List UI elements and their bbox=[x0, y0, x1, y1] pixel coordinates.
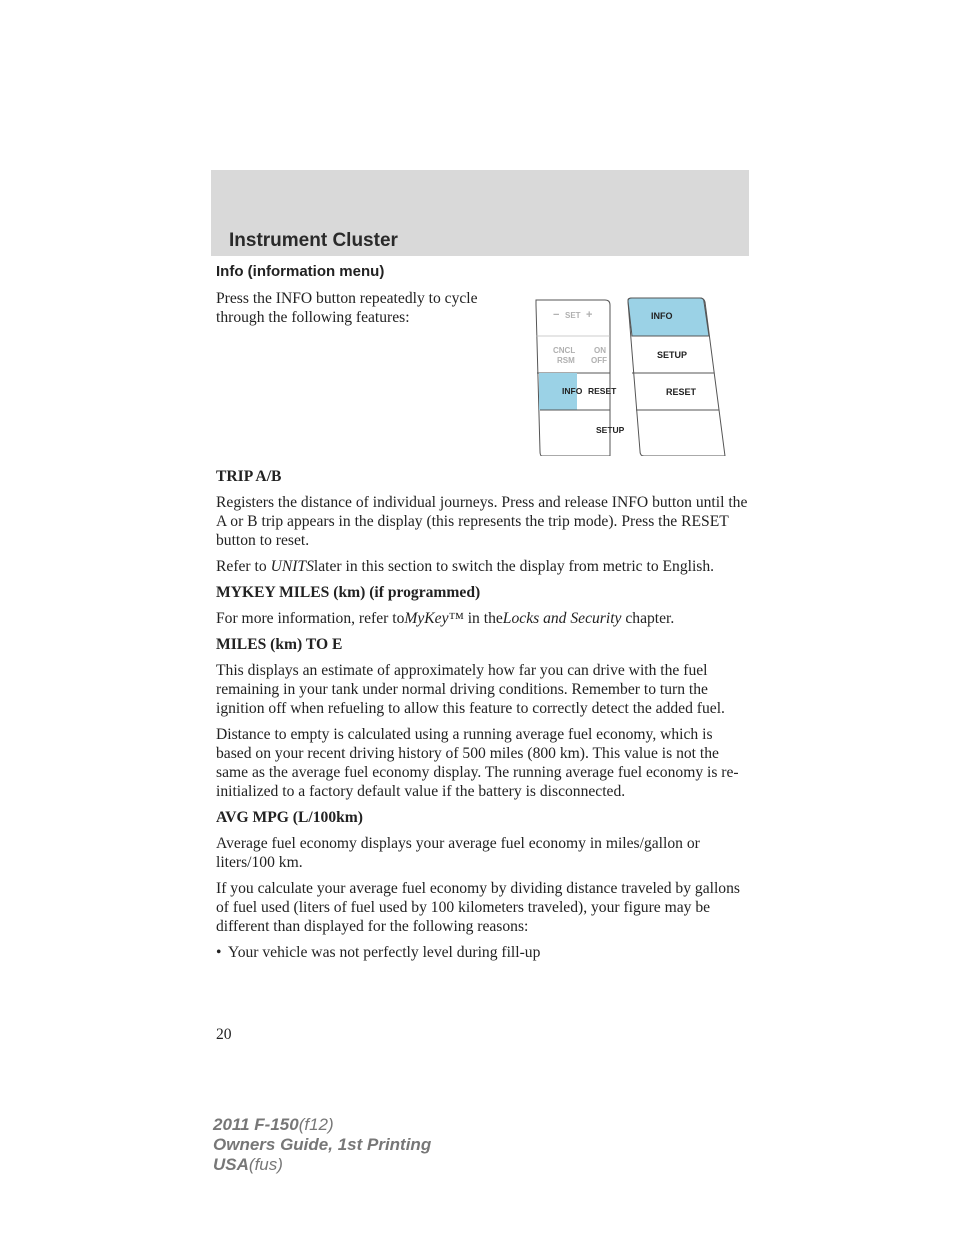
footer-line-3: USA(fus) bbox=[213, 1155, 283, 1174]
dte-text-1: This displays an estimate of approximately how far you can drive with the fuel remaining in your tank under normal driving conditions. Remember to turn the ignition off when refueling to allow this feature to correctly detect the added fuel. bbox=[216, 662, 725, 717]
avg-text-1: Average fuel economy displays your average fuel economy in miles/gallon or liters/100 km. bbox=[216, 835, 700, 871]
footer-line-1: 2011 F-150(f12) bbox=[213, 1115, 334, 1134]
right-reset-label: RESET bbox=[666, 387, 697, 397]
units-ref: UNITS bbox=[270, 558, 314, 575]
section-title: Instrument Cluster bbox=[229, 230, 398, 251]
mykey-text: For more information, refer toMyKey™ in theLocks and Security chapter. bbox=[216, 610, 675, 627]
print-footer bbox=[213, 1115, 431, 1175]
trip-text: Registers the distance of individual journeys. Press and release INFO button until the A or B trip appears in the display (this represents the trip mode). Press the RESET button to reset. bbox=[216, 494, 748, 549]
section-header-band bbox=[211, 170, 749, 256]
avg-heading: AVG MPG (L/100km) bbox=[216, 809, 363, 826]
trip-heading: TRIP A/B bbox=[216, 468, 282, 485]
dte-text-2: Distance to empty is calculated using a running average fuel economy, which is based on your recent driving history of 500 miles (800 km). This value is not the same as the average fuel economy display. The running average fuel economy is re-initialized to a factory default value if the battery is disconnected. bbox=[216, 726, 739, 800]
footer-line-2: Owners Guide, 1st Printing bbox=[213, 1135, 432, 1154]
right-info-label: INFO bbox=[651, 311, 673, 321]
set-plus-label: + bbox=[586, 309, 593, 321]
off-label: OFF bbox=[591, 356, 607, 365]
locks-security-ref: Locks and Security bbox=[502, 610, 622, 627]
left-setup-label: SETUP bbox=[596, 425, 625, 435]
intro-heading: Info (information menu) bbox=[216, 263, 385, 280]
left-reset-label: RESET bbox=[588, 386, 617, 396]
right-button-panel bbox=[628, 298, 725, 456]
dte-heading: MILES (km) TO E bbox=[216, 636, 343, 653]
page-number: 20 bbox=[216, 1026, 232, 1043]
mykey-ref: MyKey™ bbox=[404, 610, 464, 627]
rsm-label: RSM bbox=[557, 356, 575, 365]
set-label: SET bbox=[565, 311, 581, 320]
trip-refer: Refer to UNITSlater in this section to switch the display from metric to English. bbox=[216, 558, 715, 575]
left-info-label: INFO bbox=[562, 386, 583, 396]
bullet-dot: • bbox=[216, 944, 222, 961]
mykey-heading: MYKEY MILES (km) (if programmed) bbox=[216, 584, 481, 601]
avg-text-2: If you calculate your average fuel economy by dividing distance traveled by gallons of fuel used (liters of fuel used by 100 kilometers traveled), your figure may be different than displayed for the following reasons: bbox=[216, 880, 740, 935]
cncl-label: CNCL bbox=[553, 346, 576, 355]
right-setup-label: SETUP bbox=[657, 350, 688, 360]
steering-wheel-buttons-figure bbox=[532, 296, 737, 456]
left-button-panel bbox=[536, 300, 625, 456]
set-minus-label: − bbox=[553, 309, 560, 321]
intro-text: Press the INFO button repeatedly to cycle through the following features: bbox=[216, 290, 478, 326]
on-label: ON bbox=[594, 346, 606, 355]
avg-bullet-1: • Your vehicle was not perfectly level during fill-up bbox=[216, 944, 541, 961]
